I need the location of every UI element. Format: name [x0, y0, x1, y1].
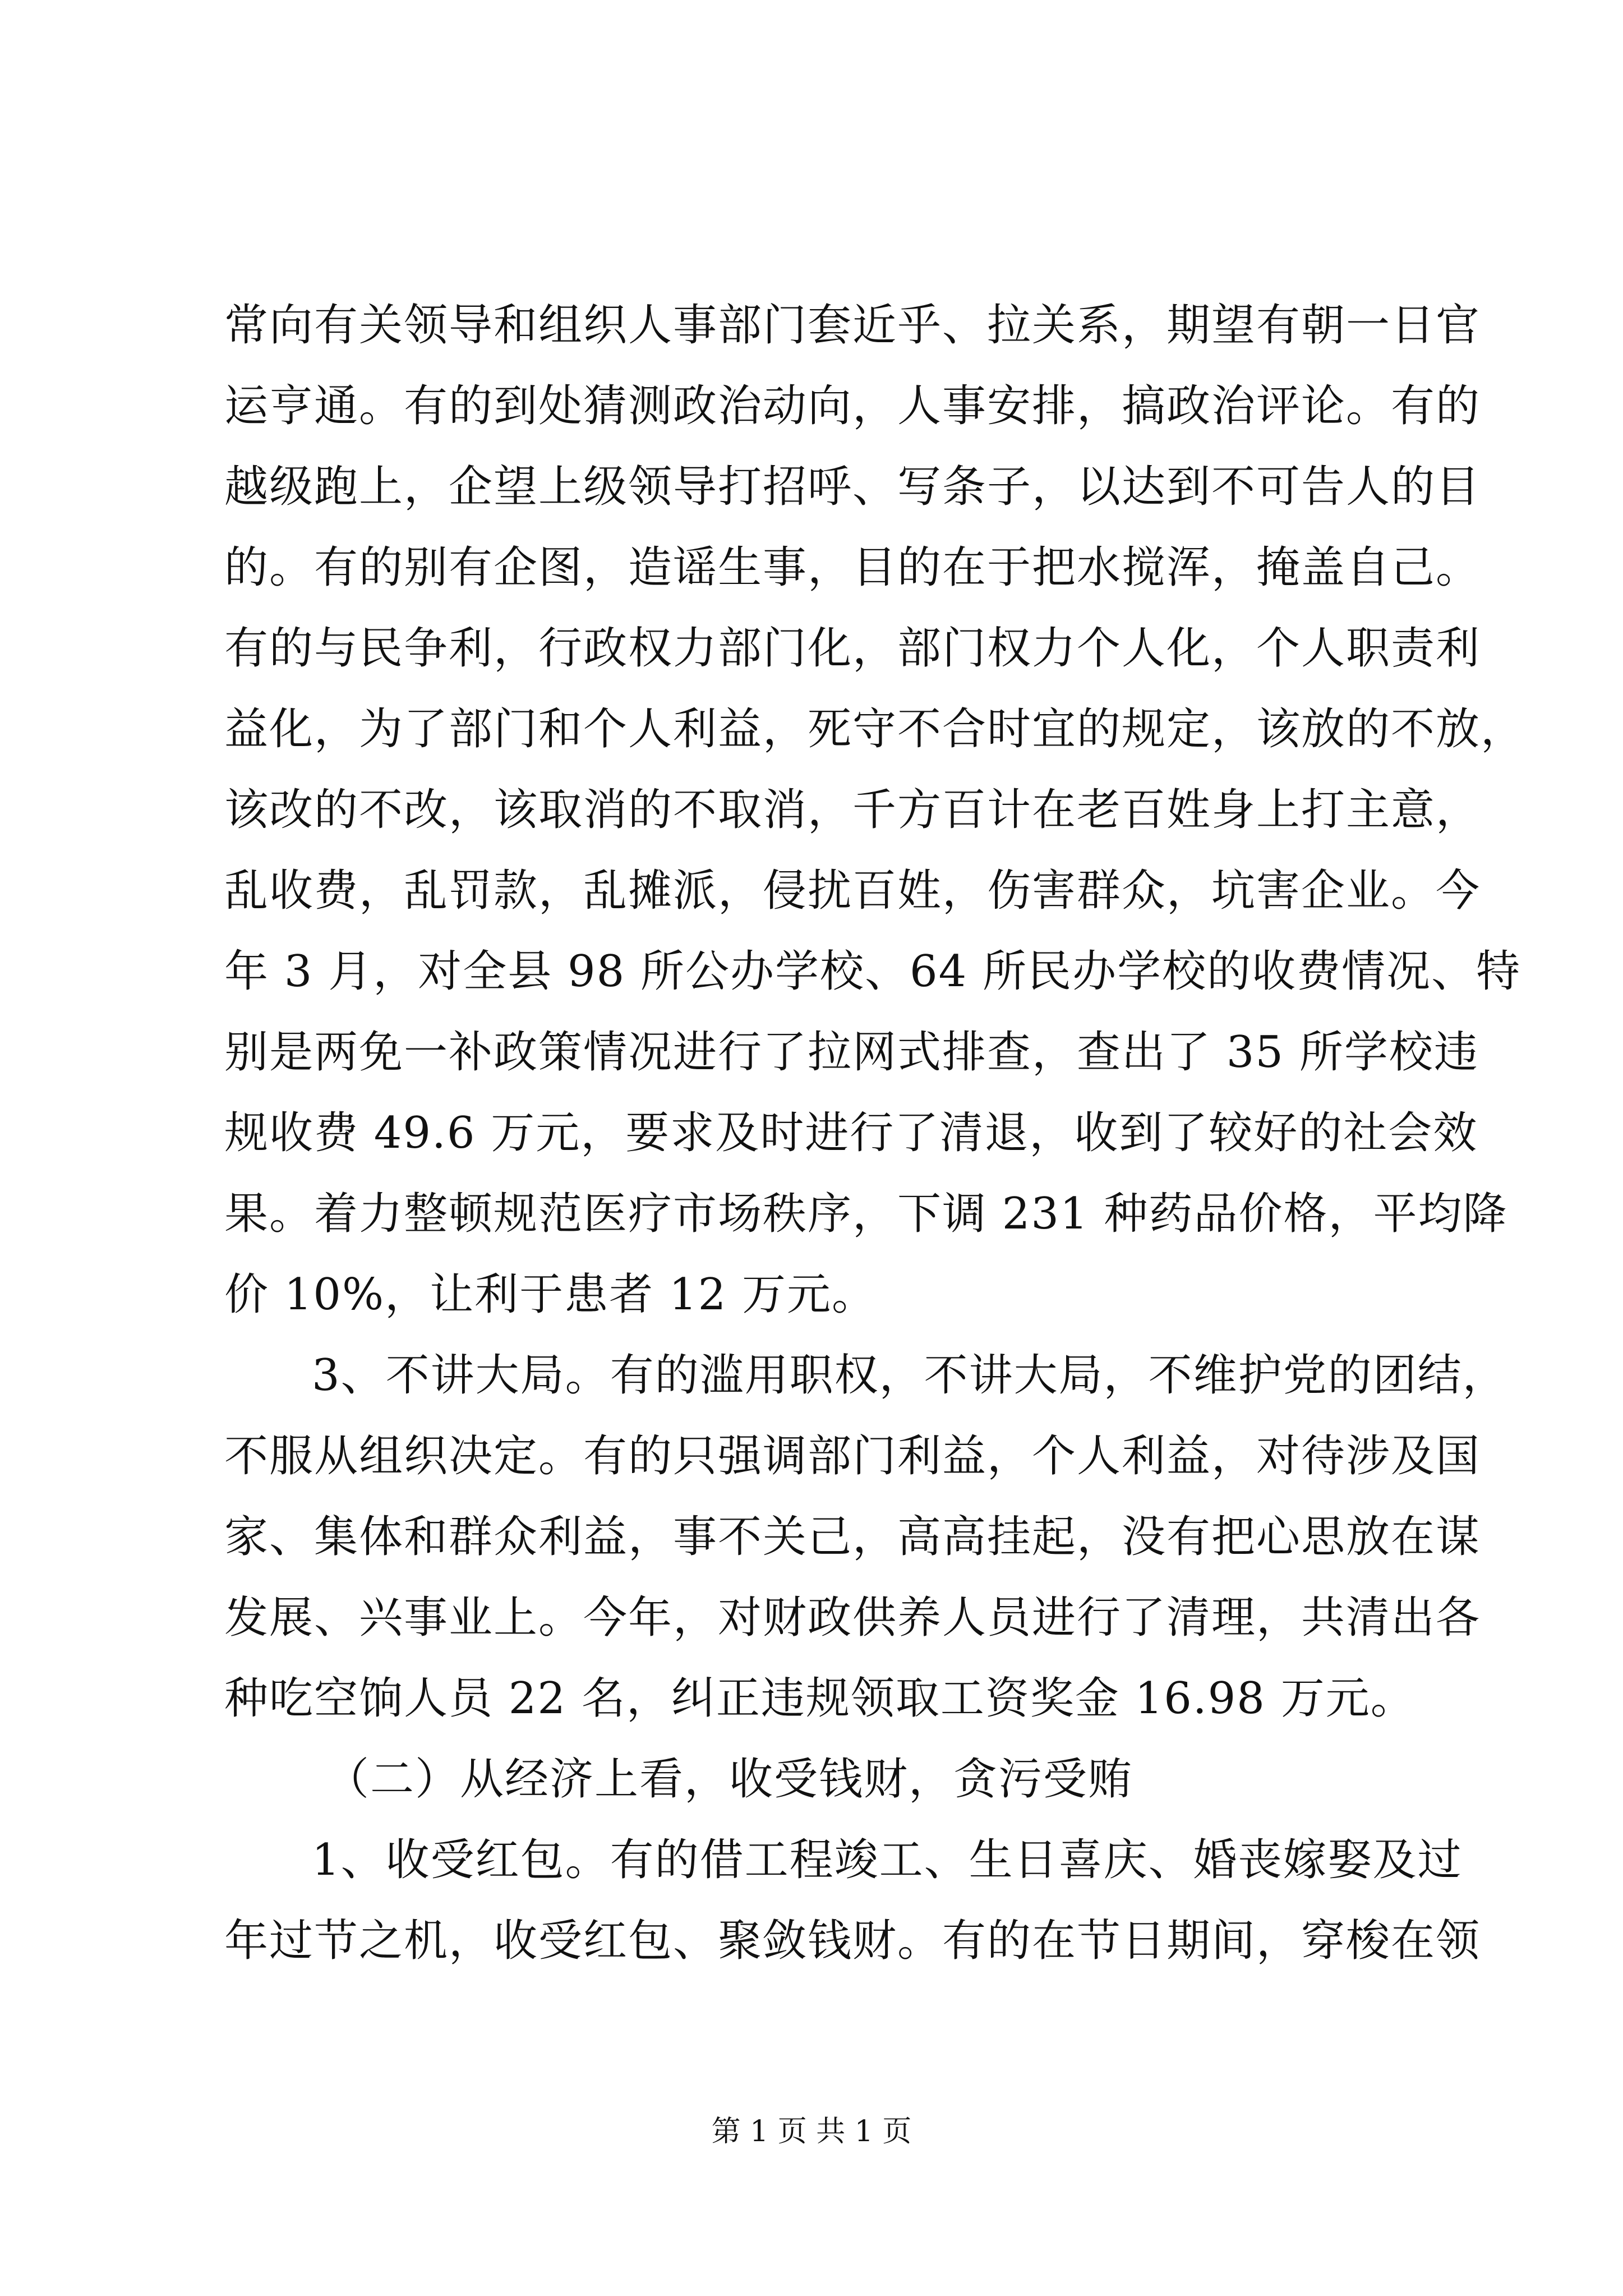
text-line: 乱收费，乱罚款，乱摊派，侵扰百姓，伤害群众，坑害企业。今: [224, 866, 1481, 916]
text-line: 3、不讲大局。有的滥用职权，不讲大局，不维护党的团结，: [312, 1350, 1507, 1401]
text-line: 运亨通。有的到处猜测政治动向，人事安排，搞政治评论。有的: [224, 381, 1481, 431]
text-line: 有的与民争利，行政权力部门化，部门权力个人化，个人职责利: [224, 623, 1481, 674]
text-line: 规收费 49.6 万元，要求及时进行了清退，收到了较好的社会效: [224, 1108, 1478, 1158]
text-line: 种吃空饷人员 22 名，纠正违规领取工资奖金 16.98 万元。: [224, 1673, 1415, 1724]
text-line: 年 3 月，对全县 98 所公办学校、64 所民办学校的收费情况、特: [224, 946, 1521, 997]
text-line: 年过节之机，收受红包、聚敛钱财。有的在节日期间，穿梭在领: [224, 1916, 1481, 1966]
text-line: 价 10%，让利于患者 12 万元。: [224, 1269, 877, 1320]
text-line: 果。着力整顿规范医疗市场秩序，下调 231 种药品价格，平均降: [224, 1189, 1508, 1239]
text-line: 家、集体和群众利益，事不关己，高高挂起，没有把心思放在谋: [224, 1512, 1481, 1562]
text-line: 的。有的别有企图，造谣生事，目的在于把水搅浑，掩盖自己。: [224, 542, 1481, 593]
text-line: 越级跑上，企望上级领导打招呼、写条子，以达到不可告人的目: [224, 462, 1481, 512]
text-line: 发展、兴事业上。今年，对财政供养人员进行了清理，共清出各: [224, 1593, 1481, 1643]
body-text: [224, 285, 1526, 1981]
text-line: 1、收受红包。有的借工程竣工、生日喜庆、婚丧嫁娶及过: [312, 1835, 1463, 1885]
text-line: 别是两免一补政策情况进行了拉网式排查，查出了 35 所学校违: [224, 1027, 1479, 1078]
text-line: 不服从组织决定。有的只强调部门利益，个人利益，对待涉及国: [224, 1431, 1481, 1481]
text-line: （二）从经济上看，收受钱财，贪污受贿: [325, 1754, 1133, 1805]
page-footer: 第 1 页 共 1 页: [711, 2115, 912, 2148]
text-line: 常向有关领导和组织人事部门套近乎、拉关系，期望有朝一日官: [224, 300, 1481, 351]
text-line: 益化，为了部门和个人利益，死守不合时宜的规定，该放的不放，: [224, 704, 1526, 754]
text-line: 该改的不改，该取消的不取消，千方百计在老百姓身上打主意，: [224, 785, 1481, 835]
